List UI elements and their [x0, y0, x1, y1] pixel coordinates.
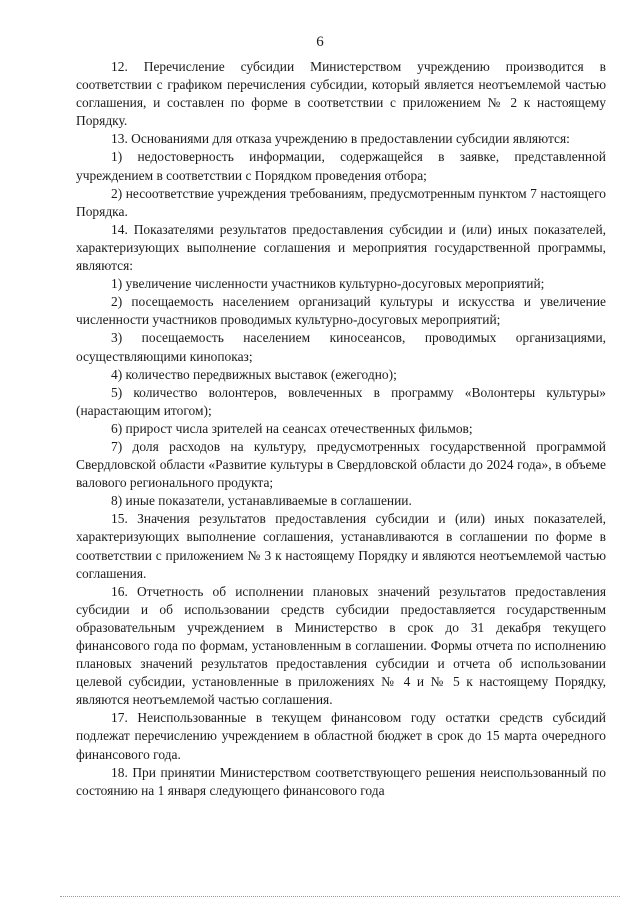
paragraph-14-item-7: 7) доля расходов на культуру, предусмотренных государственной программой Свердловской области «Развитие культуры в Свердловской области до 2024 года», в объеме валового регионального продукта;: [76, 438, 606, 491]
page-bottom-rule: [60, 896, 620, 897]
paragraph-13-item-1: 1) недостоверность информации, содержащейся в заявке, представленной учреждением в соответствии с Порядком проведения отбора;: [76, 149, 606, 183]
paragraph-15: 15. Значения результатов предоставления субсидии и (или) иных показателей, характеризующих выполнение соглашения, устанавливаются в соглашении по форме в соответствии с приложением № 3 к настоящему Порядку и являются неотъемлемой частью соглашения.: [76, 511, 606, 581]
paragraph-14-item-3: 3) посещаемость населением киносеансов, проводимых организациями, осуществляющими кинопоказ;: [76, 330, 606, 364]
paragraph-14-item-1: 1) увеличение численности участников культурно-досуговых мероприятий;: [111, 276, 545, 292]
paragraph-18: 18. При принятии Министерством соответствующего решения неиспользованный по состоянию на 1 января следующего финансового года: [76, 764, 606, 798]
paragraph-16: 16. Отчетность об исполнении плановых значений результатов предоставления субсидии и об использовании средств субсидии предоставляется государственным образовательным учреждением в Министерство в срок до 31 декабря текущего финансового года по формам, установленным в соглашении. Формы отчета по исполнению плановых значений результатов предоставления субсидии и отчета об использовании целевой субсидии, установленные в приложениях № 4 и № 5 к настоящему Порядку, являются неотъемлемой частью соглашения.: [76, 583, 606, 708]
paragraph-14: 14. Показателями результатов предоставления субсидии и (или) иных показателей, характеризующих выполнение соглашения и мероприятия государственной программы, являются:: [76, 221, 606, 274]
paragraph-17: 17. Неиспользованные в текущем финансовом году остатки средств субсидий подлежат перечислению учреждением в областной бюджет в срок до 15 марта очередного финансового года.: [76, 710, 606, 762]
document-body: [76, 58, 606, 800]
paragraph-14-item-2: 2) посещаемость населением организаций культуры и искусства и увеличение численности участников проводимых культурно-досуговых мероприятий;: [76, 294, 606, 328]
paragraph-12: 12. Перечисление субсидии Министерством учреждению производится в соответствии с графиком перечисления субсидии, который является неотъемлемой частью соглашения, и составлен по форме в соответствии с приложением № 2 к настоящему Порядку.: [76, 59, 606, 129]
paragraph-14-item-4: 4) количество передвижных выставок (ежегодно);: [111, 366, 397, 382]
paragraph-14-item-5: 5) количество волонтеров, вовлеченных в программу «Волонтеры культуры» (нарастающим итогом);: [76, 384, 606, 418]
paragraph-13: 13. Основаниями для отказа учреждению в предоставлении субсидии являются:: [111, 131, 570, 147]
page-number: 6: [316, 34, 324, 50]
paragraph-14-item-8: 8) иные показатели, устанавливаемые в соглашении.: [111, 493, 412, 509]
paragraph-13-item-2: 2) несоответствие учреждения требованиям, предусмотренным пунктом 7 настоящего Порядка.: [76, 185, 606, 219]
paragraph-14-item-6: 6) прирост числа зрителей на сеансах отечественных фильмов;: [111, 420, 473, 436]
